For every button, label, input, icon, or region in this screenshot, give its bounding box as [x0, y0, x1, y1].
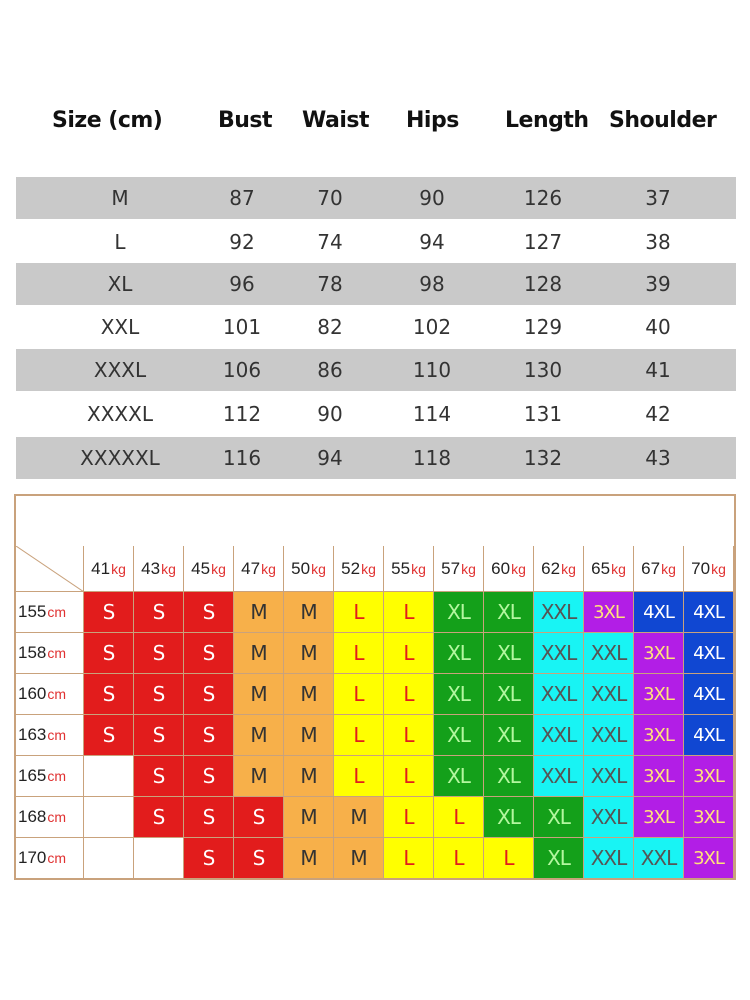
measurement-value: 132 [523, 446, 563, 470]
size-cell: L [334, 674, 384, 715]
size-cell: 4XL [684, 674, 734, 715]
size-cell: S [184, 715, 234, 756]
measurement-value: 129 [523, 315, 563, 339]
size-cell: L [334, 756, 384, 797]
size-cell: M [234, 592, 284, 633]
height-unit: cm [47, 850, 67, 866]
measurement-value: 42 [645, 402, 671, 426]
weight-height-size-chart [14, 494, 736, 880]
size-cell: XXL [584, 633, 634, 674]
size-row [16, 177, 736, 219]
size-cell: M [284, 838, 334, 879]
size-cell: L [384, 633, 434, 674]
weight-value: 65 [591, 558, 611, 578]
size-cell: L [384, 838, 434, 879]
measurement-value: 86 [317, 358, 343, 382]
size-cell: 3XL [584, 592, 634, 633]
weight-unit: kg [661, 560, 676, 577]
size-cell: S [134, 674, 184, 715]
height-value: 163 [18, 725, 47, 744]
measurement-value: 112 [222, 402, 262, 426]
weight-header [634, 546, 684, 592]
size-row [16, 437, 736, 479]
size-cell: 3XL [634, 674, 684, 715]
height-header [16, 674, 84, 715]
measurement-value: 87 [229, 186, 255, 210]
size-cell: S [234, 838, 284, 879]
size-cell: M [234, 633, 284, 674]
size-cell: S [84, 674, 134, 715]
height-unit: cm [47, 604, 67, 620]
size-cell: S [134, 633, 184, 674]
weight-unit: kg [161, 560, 176, 577]
header-hips: Hips [406, 108, 459, 133]
weight-unit: kg [261, 560, 276, 577]
height-value: 168 [18, 807, 47, 826]
size-label: XXXL [93, 358, 147, 382]
size-cell: L [384, 592, 434, 633]
size-cell: S [84, 715, 134, 756]
header-bust: Bust [218, 108, 273, 133]
size-label: XXXXXL [80, 446, 160, 470]
weight-header [484, 546, 534, 592]
measurement-value: 92 [229, 230, 255, 254]
size-cell: S [84, 633, 134, 674]
size-cell: S [134, 756, 184, 797]
measurement-value: 90 [317, 402, 343, 426]
measurement-value: 96 [229, 272, 255, 296]
size-cell: L [384, 715, 434, 756]
size-label: L [114, 230, 126, 254]
weight-header [184, 546, 234, 592]
size-cell: 4XL [684, 715, 734, 756]
size-cell: M [234, 715, 284, 756]
size-cell: XL [434, 674, 484, 715]
size-cell: XXL [584, 838, 634, 879]
height-unit: cm [47, 727, 67, 743]
header-shoulder: Shoulder [609, 108, 717, 133]
measurement-value: 70 [317, 186, 343, 210]
size-cell: M [334, 797, 384, 838]
size-cell: S [134, 715, 184, 756]
empty-cell [84, 838, 134, 879]
weight-value: 52 [341, 558, 361, 578]
empty-cell [84, 756, 134, 797]
size-cell: S [134, 797, 184, 838]
size-cell: L [484, 838, 534, 879]
height-header [16, 592, 84, 633]
size-cell: 4XL [684, 592, 734, 633]
weight-value: 47 [241, 558, 261, 578]
size-cell: 3XL [634, 756, 684, 797]
measurement-value: 74 [317, 230, 343, 254]
size-cell: S [184, 674, 234, 715]
size-cell: S [184, 633, 234, 674]
measurement-value: 40 [645, 315, 671, 339]
weight-value: 45 [191, 558, 211, 578]
size-label: XL [107, 272, 133, 296]
height-header [16, 838, 84, 879]
size-cell: M [284, 592, 334, 633]
size-label: XXL [100, 315, 140, 339]
weight-header [584, 546, 634, 592]
measurement-value: 90 [419, 186, 445, 210]
weight-unit: kg [461, 560, 476, 577]
weight-header [134, 546, 184, 592]
weight-value: 50 [291, 558, 311, 578]
weight-header [684, 546, 734, 592]
size-cell: M [234, 756, 284, 797]
size-cell: XL [434, 633, 484, 674]
size-cell: S [184, 756, 234, 797]
size-cell: L [384, 674, 434, 715]
size-cell: 3XL [684, 756, 734, 797]
measurement-value: 128 [523, 272, 563, 296]
weight-value: 67 [641, 558, 661, 578]
header-length: Length [505, 108, 589, 133]
weight-value: 43 [141, 558, 161, 578]
weight-unit: kg [611, 560, 626, 577]
height-unit: cm [47, 686, 67, 702]
size-cell: XL [484, 633, 534, 674]
size-cell: L [334, 715, 384, 756]
header-waist: Waist [302, 108, 369, 133]
measurement-value: 102 [412, 315, 452, 339]
weight-value: 55 [391, 558, 411, 578]
weight-unit: kg [311, 560, 326, 577]
height-value: 170 [18, 848, 47, 867]
weight-header [284, 546, 334, 592]
size-cell: S [184, 838, 234, 879]
height-header [16, 756, 84, 797]
size-cell: XL [434, 715, 484, 756]
weight-header [84, 546, 134, 592]
weight-unit: kg [361, 560, 376, 577]
size-cell: L [334, 592, 384, 633]
size-cell: 3XL [684, 797, 734, 838]
measurement-value: 110 [412, 358, 452, 382]
size-cell: S [134, 592, 184, 633]
height-value: 160 [18, 684, 47, 703]
size-grid [16, 546, 734, 879]
height-value: 155 [18, 602, 47, 621]
size-cell: M [284, 674, 334, 715]
size-cell: XL [534, 838, 584, 879]
size-cell: L [384, 797, 434, 838]
weight-header [534, 546, 584, 592]
size-cell: M [284, 633, 334, 674]
size-cell: XL [484, 674, 534, 715]
weight-header [234, 546, 284, 592]
size-cell: M [284, 756, 334, 797]
measurement-value: 127 [523, 230, 563, 254]
measurement-value: 126 [523, 186, 563, 210]
measurement-value: 101 [222, 315, 262, 339]
size-cell: M [234, 674, 284, 715]
size-cell: 4XL [684, 633, 734, 674]
measurement-value: 41 [645, 358, 671, 382]
size-cell: XXL [584, 715, 634, 756]
measurement-value: 130 [523, 358, 563, 382]
size-cell: M [284, 797, 334, 838]
measurement-value: 39 [645, 272, 671, 296]
measurement-value: 98 [419, 272, 445, 296]
size-cell: XXL [584, 797, 634, 838]
weight-unit: kg [211, 560, 226, 577]
size-cell: L [434, 838, 484, 879]
weight-unit: kg [711, 560, 726, 577]
measurement-value: 94 [317, 446, 343, 470]
weight-header [384, 546, 434, 592]
empty-cell [84, 797, 134, 838]
header-size: Size (cm) [52, 108, 163, 133]
size-cell: S [234, 797, 284, 838]
measurement-value: 116 [222, 446, 262, 470]
size-cell: 4XL [634, 592, 684, 633]
empty-cell [134, 838, 184, 879]
chart-corner [16, 546, 84, 592]
weight-unit: kg [511, 560, 526, 577]
size-label: XXXXL [87, 402, 153, 426]
size-cell: XXL [534, 674, 584, 715]
weight-header [434, 546, 484, 592]
size-row [16, 263, 736, 305]
size-cell: M [284, 715, 334, 756]
height-header [16, 797, 84, 838]
measurement-value: 78 [317, 272, 343, 296]
weight-unit: kg [411, 560, 426, 577]
size-row [16, 306, 736, 348]
size-cell: L [434, 797, 484, 838]
height-unit: cm [47, 645, 67, 661]
height-unit: cm [47, 809, 67, 825]
size-row [16, 221, 736, 263]
measurement-value: 82 [317, 315, 343, 339]
height-value: 158 [18, 643, 47, 662]
weight-unit: kg [111, 560, 126, 577]
weight-value: 57 [441, 558, 461, 578]
size-cell: 3XL [634, 715, 684, 756]
weight-value: 70 [691, 558, 711, 578]
measurement-value: 114 [412, 402, 452, 426]
weight-unit: kg [561, 560, 576, 577]
size-cell: XXL [534, 715, 584, 756]
size-cell: XL [534, 797, 584, 838]
size-cell: 3XL [634, 633, 684, 674]
size-cell: 3XL [634, 797, 684, 838]
size-cell: XXL [534, 756, 584, 797]
size-label: M [111, 186, 129, 210]
size-cell: S [184, 797, 234, 838]
size-cell: L [334, 633, 384, 674]
weight-value: 41 [91, 558, 111, 578]
size-cell: 3XL [684, 838, 734, 879]
weight-value: 60 [491, 558, 511, 578]
size-cell: XXL [534, 592, 584, 633]
measurement-value: 131 [523, 402, 563, 426]
size-cell: XL [484, 592, 534, 633]
size-cell: S [84, 592, 134, 633]
size-row [16, 393, 736, 435]
size-row [16, 349, 736, 391]
size-cell: XL [484, 797, 534, 838]
size-cell: XXL [584, 756, 634, 797]
size-cell: S [184, 592, 234, 633]
size-cell: XXL [634, 838, 684, 879]
size-cell: XXL [534, 633, 584, 674]
size-cell: L [384, 756, 434, 797]
height-header [16, 715, 84, 756]
size-cell: XL [484, 715, 534, 756]
measurement-value: 37 [645, 186, 671, 210]
measurement-value: 94 [419, 230, 445, 254]
height-header [16, 633, 84, 674]
size-cell: XL [484, 756, 534, 797]
size-cell: XL [434, 756, 484, 797]
size-cell: XXL [584, 674, 634, 715]
height-value: 165 [18, 766, 47, 785]
measurement-value: 106 [222, 358, 262, 382]
weight-header [334, 546, 384, 592]
size-cell: XL [434, 592, 484, 633]
weight-value: 62 [541, 558, 561, 578]
measurement-value: 43 [645, 446, 671, 470]
height-unit: cm [47, 768, 67, 784]
measurement-value: 38 [645, 230, 671, 254]
size-cell: M [334, 838, 384, 879]
measurement-value: 118 [412, 446, 452, 470]
